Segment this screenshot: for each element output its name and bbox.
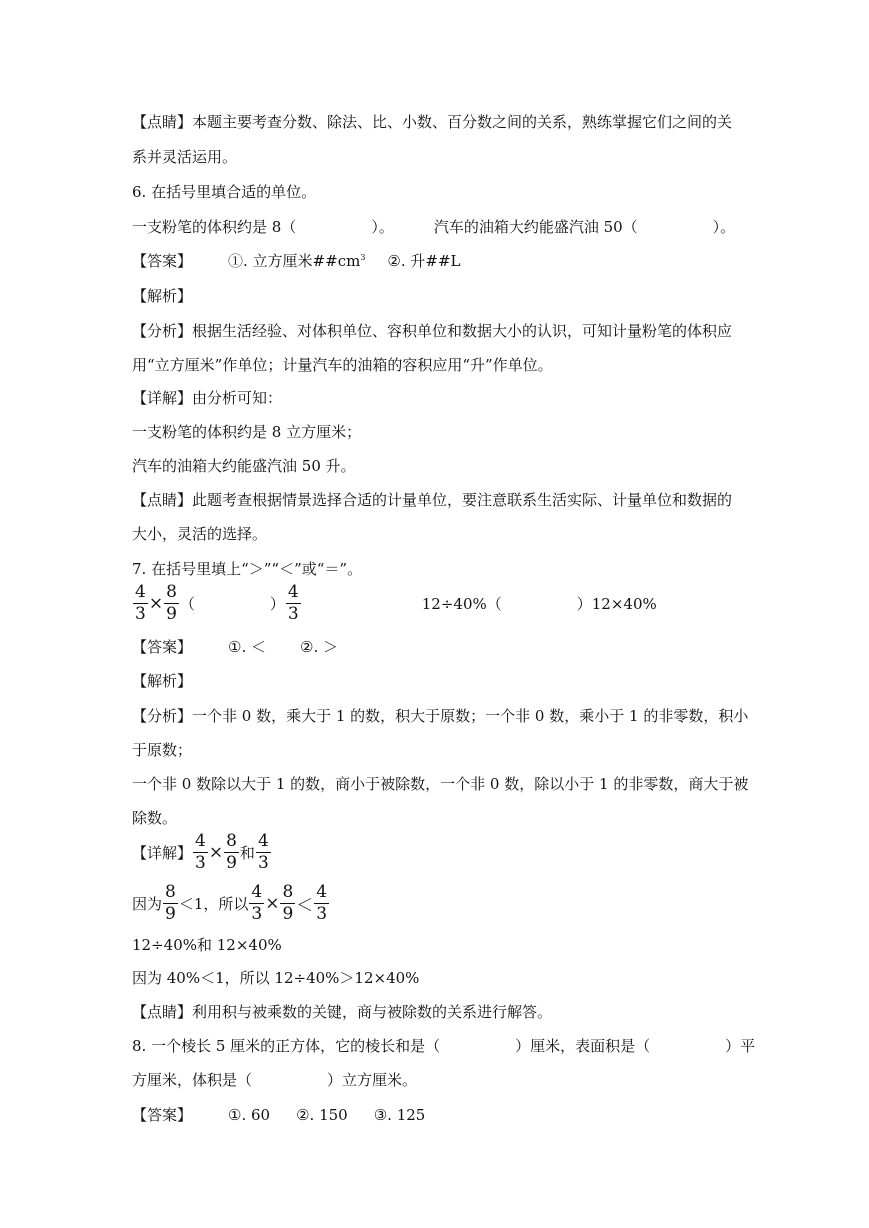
answer-item-2: ②. 升##L bbox=[387, 252, 461, 270]
fraction: $\frac{4}{3}$ bbox=[287, 582, 299, 624]
xiangjie-detail-2: 汽车的油箱大约能盛汽油 50 升。 bbox=[132, 457, 356, 475]
jiexi-label: 【解析】 bbox=[132, 287, 193, 305]
question-7-part-b: 12÷40%（ ）12×40% bbox=[421, 595, 657, 613]
and-word: 和 bbox=[239, 844, 255, 862]
question-7-title: 7. 在括号里填上“＞”“＜”或“＝”。 bbox=[132, 560, 363, 578]
question-8-line-1: 8. 一个棱长 5 厘米的正方体，它的棱长和是（ ）厘米，表面积是（ ）平 bbox=[132, 1037, 756, 1055]
times-sign: × bbox=[265, 893, 280, 914]
dianjing-paragraph-line-1: 【点睛】本题主要考查分数、除法、比、小数、百分数之间的关系，熟练掌握它们之间的关 bbox=[132, 113, 733, 131]
answer-item-1: ①. 立方厘米$\#\#cm^3$ bbox=[228, 252, 366, 270]
so-text: ＜1，所以 bbox=[178, 895, 249, 913]
times-sign: × bbox=[208, 842, 224, 863]
question-7-answer bbox=[132, 636, 338, 657]
fenxi-line-1: 【分析】根据生活经验、对体积单位、容积单位和数据大小的认识，可知计量粉笔的体积应 bbox=[132, 322, 733, 340]
answer-item-3: ③. 125 bbox=[373, 1106, 426, 1124]
answer-label: 【答案】 bbox=[132, 1106, 193, 1124]
dianjing-line: 【点睛】利用积与被乘数的关键，商与被除数的关系进行解答。 bbox=[132, 1003, 553, 1021]
because-expression bbox=[132, 884, 330, 923]
question-7-body bbox=[132, 584, 657, 623]
xiangjie-expression bbox=[132, 833, 272, 872]
question-8-line-2: 方厘米，体积是（ ）立方厘米。 bbox=[132, 1071, 418, 1089]
fraction: $\frac{4}{3}$ bbox=[135, 582, 146, 624]
dianjing-paragraph-line-2: 系并灵活运用。 bbox=[132, 148, 238, 166]
fraction: $\frac{4}{3}$ bbox=[195, 831, 206, 873]
answer-item-2: ②. ＞ bbox=[300, 638, 338, 656]
question-6-part-b: 汽车的油箱大约能盛汽油 50（ ）。 bbox=[433, 218, 736, 236]
jiexi-label: 【解析】 bbox=[132, 672, 193, 690]
conclusion-line: 因为 40%＜1，所以 12÷40%＞12×40% bbox=[132, 969, 420, 987]
fraction: $\frac{4}{3}$ bbox=[316, 882, 328, 924]
times-sign: × bbox=[148, 593, 164, 614]
xiangjie-detail-1: 一支粉笔的体积约是 8 立方厘米； bbox=[132, 423, 362, 441]
fraction: $\frac{8}{9}$ bbox=[166, 582, 177, 624]
question-6-title: 6. 在括号里填合适的单位。 bbox=[132, 183, 317, 201]
fenxi-line-2: 用“立方厘米”作单位；计量汽车的油箱的容积应用“升”作单位。 bbox=[132, 356, 553, 374]
fraction: $\frac{4}{3}$ bbox=[251, 882, 263, 924]
answer-item-1: ①. 60 bbox=[228, 1106, 271, 1124]
fenxi-line-4: 除数。 bbox=[132, 809, 178, 827]
fraction: $\frac{8}{9}$ bbox=[226, 831, 237, 873]
dianjing-line-2: 大小，灵活的选择。 bbox=[132, 525, 268, 543]
answer-item-1: ①. ＜ bbox=[228, 638, 266, 656]
superscript-3: 3 bbox=[360, 253, 366, 262]
fenxi-line-3: 一个非 0 数除以大于 1 的数，商小于被除数，一个非 0 数，除以小于 1 的非零数，商大于被 bbox=[132, 775, 749, 793]
xiangjie-line: 【详解】由分析可知： bbox=[132, 389, 283, 407]
dianjing-line-1: 【点睛】此题考查根据情景选择合适的计量单位，要注意联系生活实际、计量单位和数据的 bbox=[132, 491, 733, 509]
fraction: $\frac{8}{9}$ bbox=[165, 882, 176, 924]
fraction: $\frac{4}{3}$ bbox=[257, 831, 269, 873]
question-8-answer bbox=[132, 1104, 425, 1125]
answer-item-2: ②. 150 bbox=[296, 1106, 348, 1124]
less-than-sign: ＜ bbox=[296, 896, 314, 916]
fenxi-line-1: 【分析】一个非 0 数，乘大于 1 的数，积大于原数；一个非 0 数，乘小于 1 的非零数，积小 bbox=[132, 707, 749, 725]
fenxi-line-2: 于原数； bbox=[132, 741, 193, 759]
question-6-answer bbox=[132, 250, 461, 271]
xiangjie-label: 【详解】 bbox=[132, 844, 193, 862]
question-6-part-a: 一支粉笔的体积约是 8（ ）。 bbox=[132, 218, 394, 236]
comparison-line: 12÷40%和 12×40% bbox=[132, 936, 282, 954]
answer-label: 【答案】 bbox=[132, 638, 193, 656]
question-6-body bbox=[132, 216, 735, 237]
answer-blank: （ ） bbox=[179, 595, 285, 613]
answer-label: 【答案】 bbox=[132, 252, 193, 270]
because-word: 因为 bbox=[132, 895, 163, 913]
fraction: $\frac{8}{9}$ bbox=[282, 882, 294, 924]
